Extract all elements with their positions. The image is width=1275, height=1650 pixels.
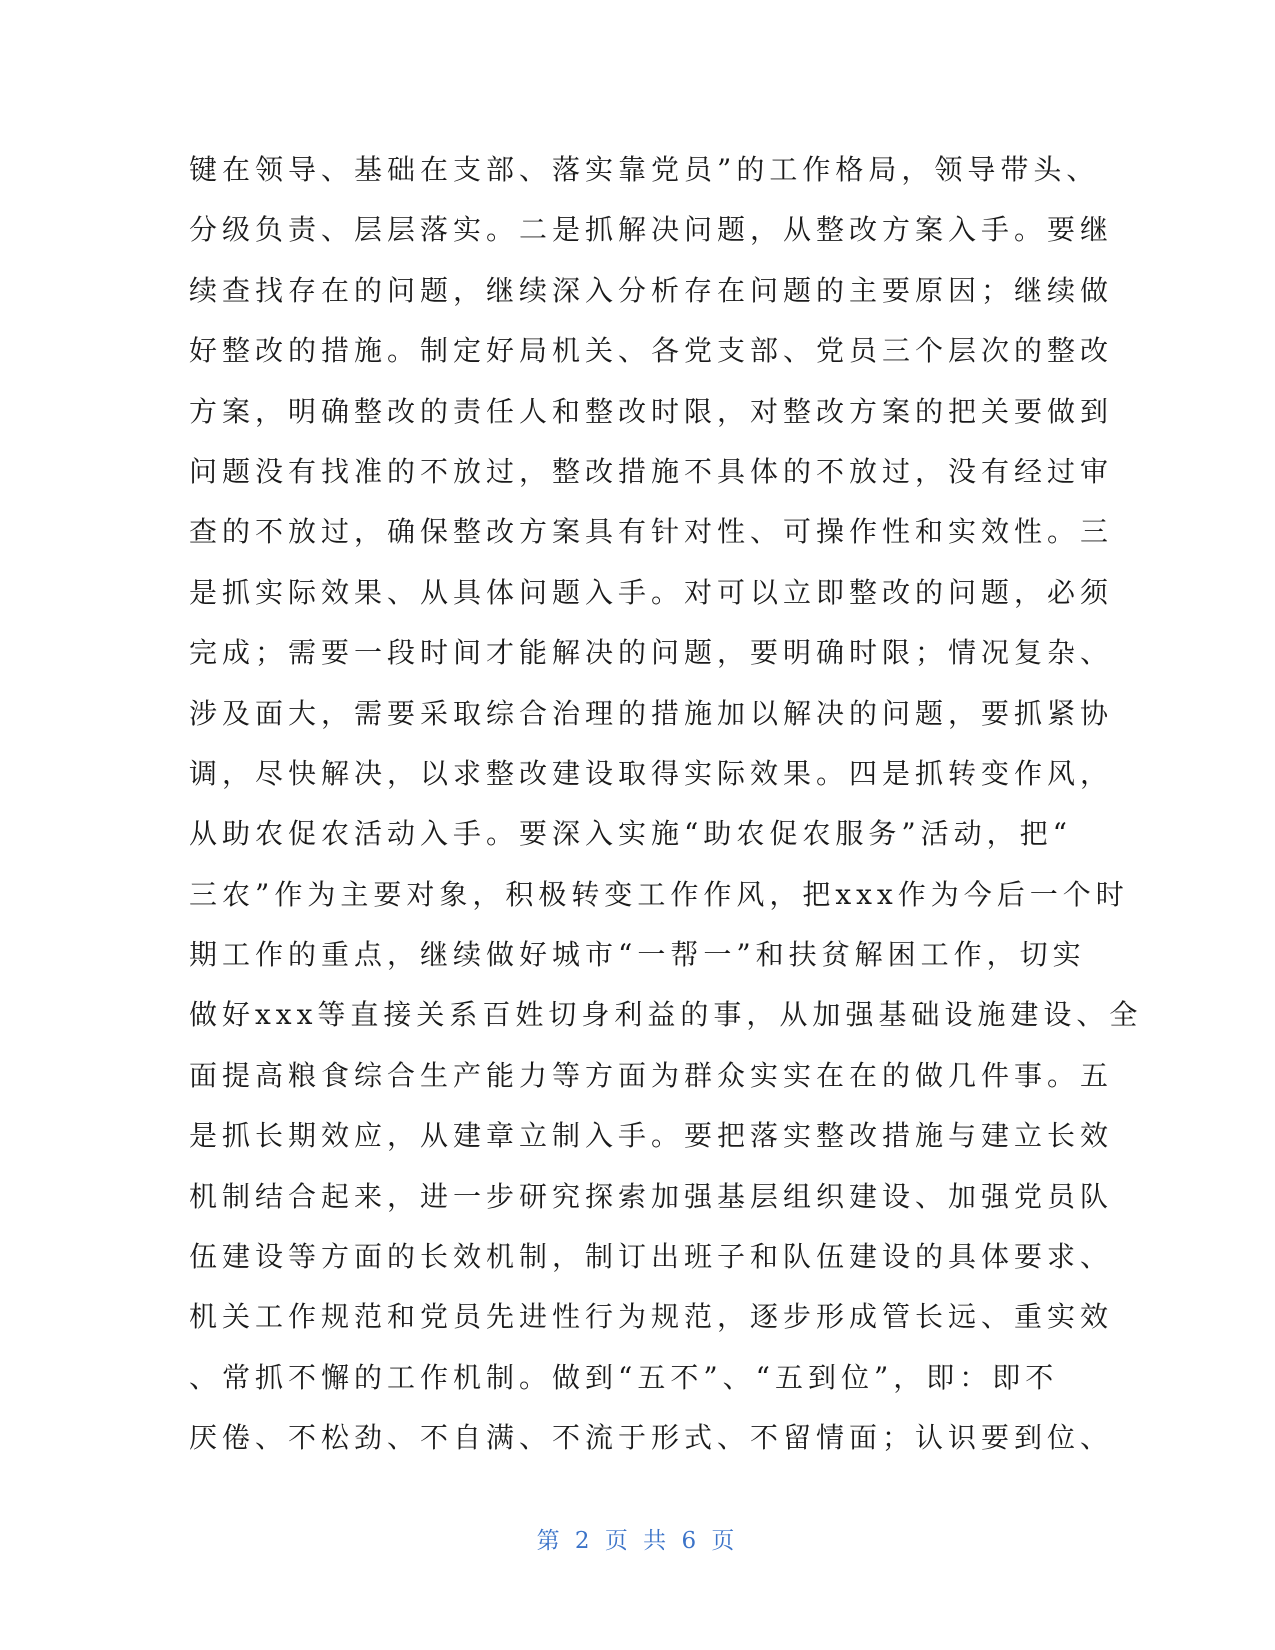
page-number-footer: 第 2 页 共 6 页 <box>536 1528 739 1554</box>
text-line: 键在领导、基础在支部、落实靠党员”的工作格局，领导带头、 <box>189 153 1100 186</box>
text-line: 方案，明确整改的责任人和整改时限，对整改方案的把关要做到 <box>189 394 1114 428</box>
document-body <box>189 140 1143 1469</box>
text-line: 做好xxx等直接关系百姓切身利益的事，从加强基础设施建设、全 <box>189 998 1143 1032</box>
text-line: 涉及面大，需要采取综合治理的措施加以解决的问题，要抓紧协 <box>189 696 1114 730</box>
text-line: 调，尽快解决，以求整改建设取得实际效果。四是抓转变作风， <box>189 756 1114 790</box>
text-line: 机制结合起来，进一步研究探索加强基层组织建设、加强党员队 <box>189 1179 1114 1213</box>
text-line: 分级负责、层层落实。二是抓解决问题，从整改方案入手。要继 <box>189 213 1114 247</box>
text-line: 机关工作规范和党员先进性行为规范，逐步形成管长远、重实效 <box>189 1300 1114 1334</box>
text-line: 厌倦、不松劲、不自满、不流于形式、不留情面；认识要到位、 <box>189 1421 1114 1455</box>
text-line: 伍建设等方面的长效机制，制订出班子和队伍建设的具体要求、 <box>189 1240 1114 1274</box>
text-line: 是抓实际效果、从具体问题入手。对可以立即整改的问题，必须 <box>189 575 1114 609</box>
text-line: 面提高粮食综合生产能力等方面为群众实实在在的做几件事。五 <box>189 1058 1114 1092</box>
text-line: 、常抓不懈的工作机制。做到“五不”、“五到位”，即：即不 <box>189 1360 1059 1394</box>
text-line: 是抓长期效应，从建章立制入手。要把落实整改措施与建立长效 <box>189 1119 1114 1153</box>
text-line: 三农”作为主要对象，积极转变工作作风，把xxx作为今后一个时 <box>189 877 1129 911</box>
text-line: 期工作的重点，继续做好城市“一帮一”和扶贫解困工作，切实 <box>189 938 1086 972</box>
text-line: 续查找存在的问题，继续深入分析存在问题的主要原因；继续做 <box>189 273 1114 307</box>
text-line: 完成；需要一段时间才能解决的问题，要明确时限；情况复杂、 <box>189 636 1114 670</box>
text-line: 从助农促农活动入手。要深入实施“助农促农服务”活动，把“ <box>189 817 1072 851</box>
text-line: 好整改的措施。制定好局机关、各党支部、党员三个层次的整改 <box>189 334 1114 368</box>
text-line: 查的不放过，确保整改方案具有针对性、可操作性和实效性。三 <box>189 515 1114 549</box>
text-line: 问题没有找准的不放过，整改措施不具体的不放过，没有经过审 <box>189 454 1114 488</box>
